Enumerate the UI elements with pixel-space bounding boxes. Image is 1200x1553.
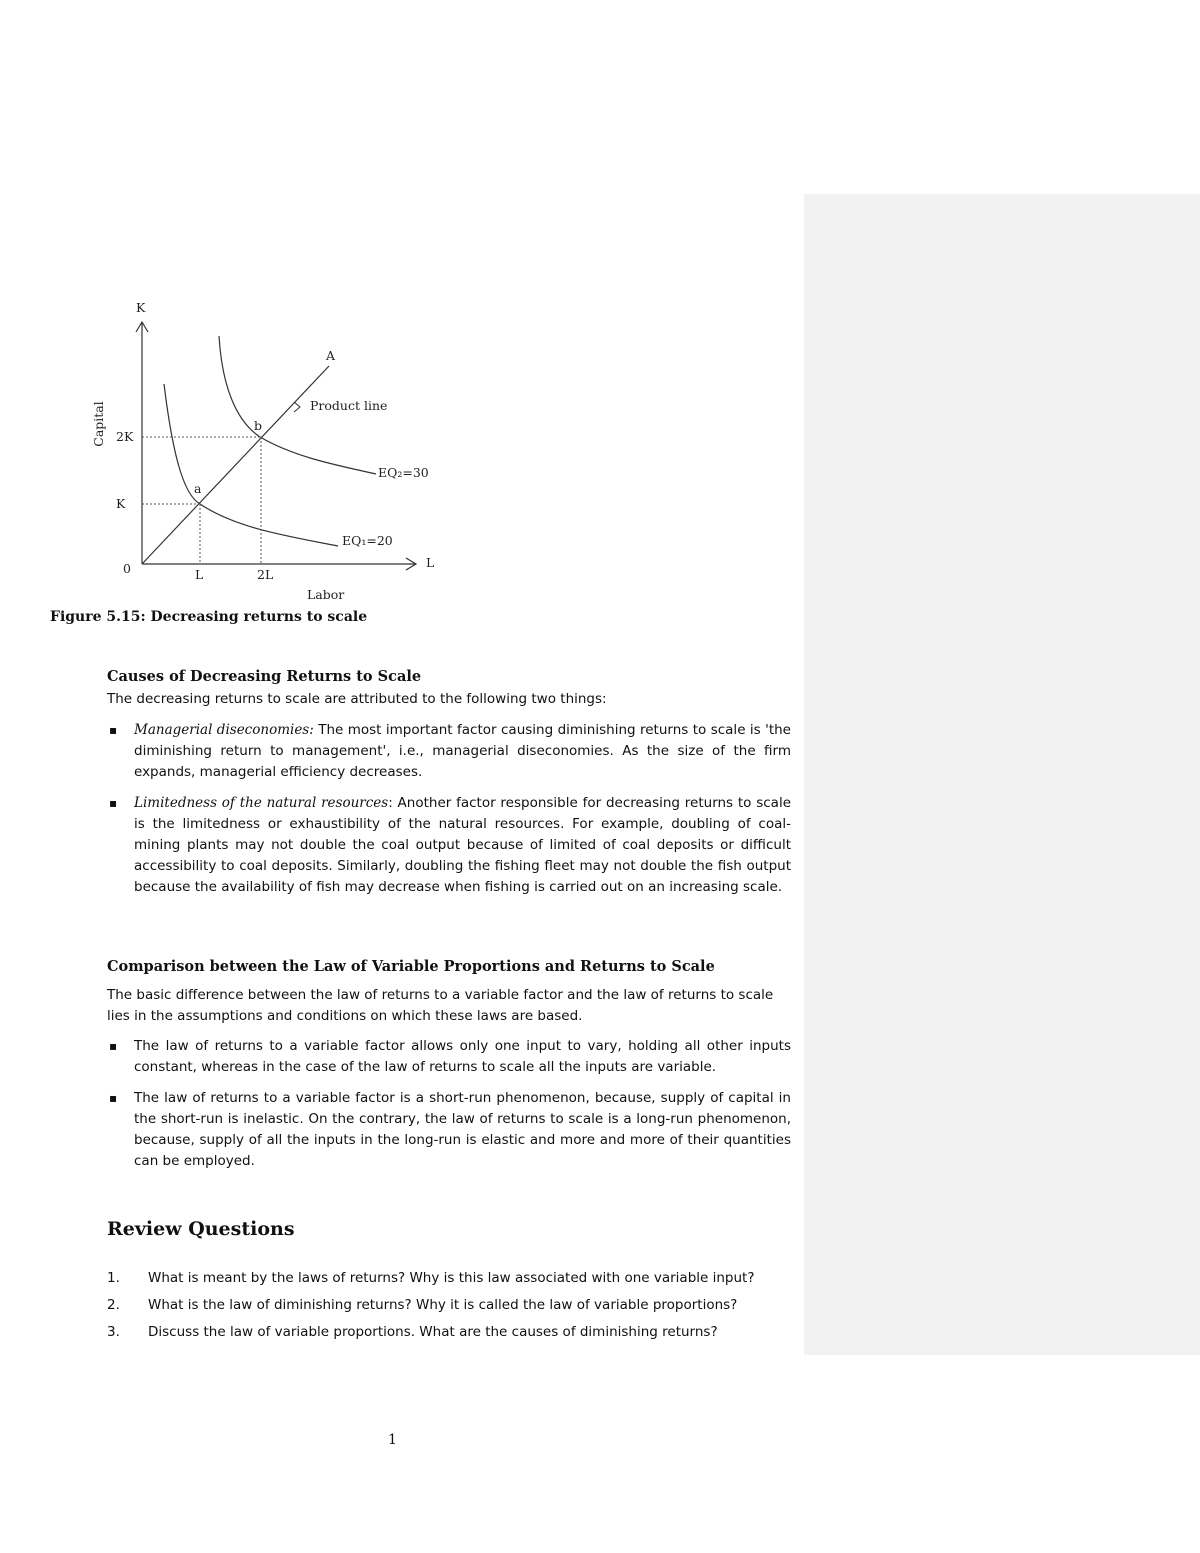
comparison-item xyxy=(107,1036,791,1078)
review-question xyxy=(107,1268,797,1289)
page-number: 1 xyxy=(388,1432,397,1448)
product-line xyxy=(142,366,329,564)
comparison-item-text: The law of returns to a variable factor allows only one input to vary, holding all other inputs constant, whereas in the case of the law of returns to scale all the inputs are variable. xyxy=(134,1038,791,1075)
question-text: What is meant by the laws of returns? Why is this law associated with one variable input? xyxy=(148,1270,755,1286)
y-tick-k: K xyxy=(116,496,126,511)
causes-item-managerial xyxy=(107,720,791,783)
point-b-label: b xyxy=(254,418,263,433)
product-line-pointer-arrow xyxy=(294,402,300,412)
comparison-list xyxy=(107,1036,791,1172)
figure-caption: Figure 5.15: Decreasing returns to scale xyxy=(50,609,368,625)
decreasing-returns-figure xyxy=(86,296,456,608)
eq1-label: EQ₁=20 xyxy=(342,533,393,548)
y-axis-letter: K xyxy=(136,300,146,315)
x-axis-letter: L xyxy=(426,555,435,570)
x-tick-2l: 2L xyxy=(257,567,274,582)
causes-item-text: The most important factor causing diminishing returns to scale is 'the diminishing return to management', i.e., managerial diseconomies. As the size of the firm expands, managerial efficiency decreases. xyxy=(134,722,791,780)
question-number: 1. xyxy=(107,1270,120,1286)
causes-list xyxy=(107,720,791,898)
causes-item-term: Limitedness of the natural resources xyxy=(134,795,389,811)
origin-label: 0 xyxy=(123,561,131,576)
bullet-icon: ▪ xyxy=(109,796,118,810)
product-line-label: Product line xyxy=(310,398,388,413)
causes-heading: Causes of Decreasing Returns to Scale xyxy=(107,668,422,685)
review-question xyxy=(107,1295,797,1316)
comment-pane xyxy=(804,194,1200,1355)
comparison-item xyxy=(107,1088,791,1172)
question-number: 3. xyxy=(107,1324,120,1340)
causes-item-term: Managerial diseconomies: xyxy=(134,722,314,738)
eq2-label: EQ₂=30 xyxy=(378,465,429,480)
comparison-intro: The basic difference between the law of returns to a variable factor and the law of returns to scale lies in the assumptions and conditions on which these laws are based. xyxy=(107,987,774,1024)
question-text: What is the law of diminishing returns? Why it is called the law of variable proportions? xyxy=(148,1297,738,1313)
bullet-icon: ▪ xyxy=(109,1091,118,1105)
question-number: 2. xyxy=(107,1297,120,1313)
causes-item-natural-resources xyxy=(107,793,791,898)
causes-item-text: : Another factor responsible for decreasing returns to scale is the limitedness or exhaustibility of the natural resources. For example, doubling of coal-mining plants may not double the coal output because of limited of coal deposits or difficult accessibility to coal deposits. Similarly, doubling the fishing fleet may not double the fish output because the availability of fish may decrease when fishing is carried out on an increasing scale. xyxy=(134,795,792,895)
review-question xyxy=(107,1322,797,1343)
x-tick-l: L xyxy=(195,567,204,582)
comparison-heading: Comparison between the Law of Variable Proportions and Returns to Scale xyxy=(107,958,715,975)
line-a-label: A xyxy=(326,348,336,363)
comparison-item-text: The law of returns to a variable factor is a short-run phenomenon, because, supply of capital in the short-run is inelastic. On the contrary, the law of returns to scale is a long-run phenomenon, because, supply of all the inputs in the long-run is elastic and more and more of their quantities can be employed. xyxy=(134,1090,791,1169)
comparison-list-container xyxy=(107,1036,791,1182)
y-axis-title: Capital xyxy=(91,401,106,447)
review-questions-heading: Review Questions xyxy=(107,1218,295,1240)
causes-intro: The decreasing returns to scale are attributed to the following two things: xyxy=(107,691,607,707)
y-tick-2k: 2K xyxy=(116,429,134,444)
causes-list-container xyxy=(107,720,791,908)
point-a-label: a xyxy=(194,481,202,496)
x-axis-title: Labor xyxy=(307,587,345,602)
question-text: Discuss the law of variable proportions. What are the causes of diminishing returns? xyxy=(148,1324,718,1340)
isoquant-diagram xyxy=(86,296,456,608)
bullet-icon: ▪ xyxy=(109,723,118,737)
review-questions-list xyxy=(107,1268,797,1349)
bullet-icon: ▪ xyxy=(109,1039,118,1053)
